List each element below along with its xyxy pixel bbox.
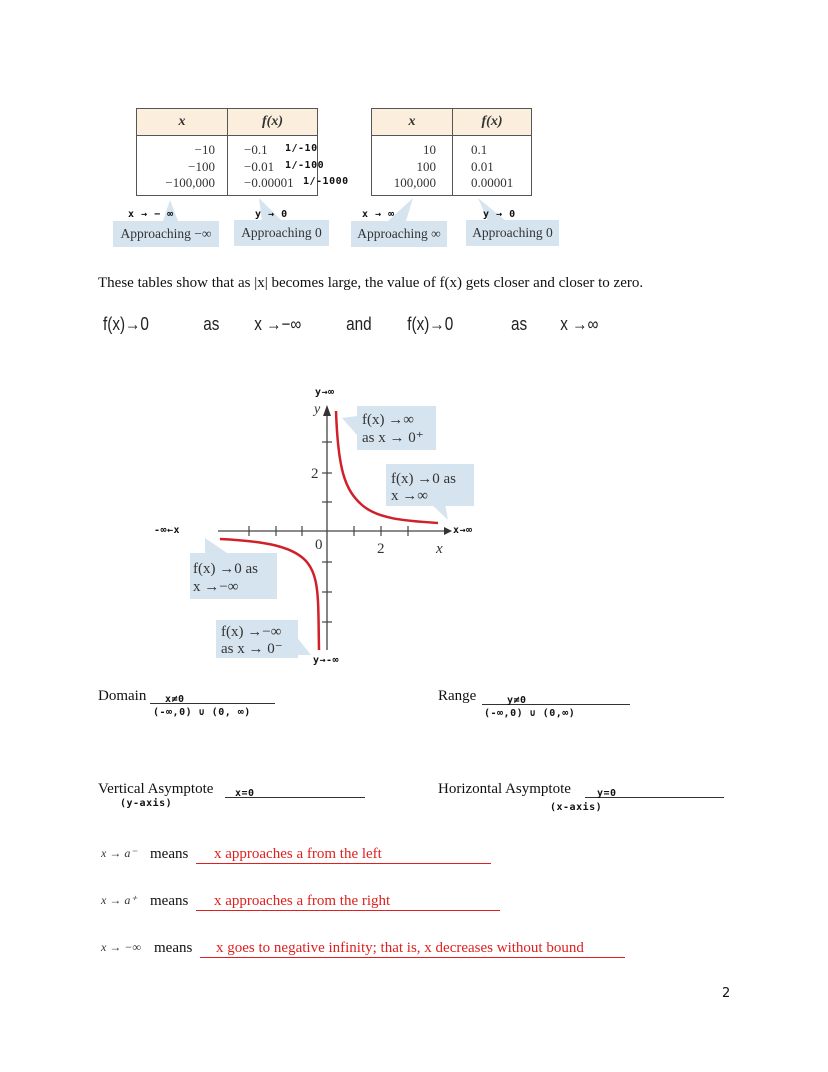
handwritten-note: -∞←x [154, 525, 181, 536]
domain-label: Domain [98, 688, 147, 704]
callout-text: as x → 0⁻ [221, 641, 283, 657]
table-cell: −100,000 [165, 175, 215, 190]
horizontal-asymptote-note: (x-axis) [550, 802, 603, 813]
vertical-asymptote-label: Vertical Asymptote [98, 781, 214, 797]
table-cell: 10 [423, 142, 436, 157]
definition-lhs: x → −∞ [101, 940, 141, 954]
handwritten-note: x→∞ [453, 525, 473, 536]
limit-part2: f(x)→0 [407, 314, 454, 334]
table-header-fx: f(x) [228, 109, 318, 136]
summary-text: These tables show that as |x| becomes large, the value of f(x) gets closer and closer to zero. [98, 275, 644, 291]
callout-approaching-infinity: Approaching ∞ [351, 221, 447, 247]
limit-and: and [346, 314, 372, 334]
definition-lhs: x → a⁺ [101, 893, 137, 907]
reciprocal-graph [0, 380, 828, 680]
definition-means: means [154, 940, 193, 956]
table-header-x: x [372, 109, 453, 136]
table-cell: −100 [188, 158, 215, 174]
handwritten-note: x → ∞ [362, 209, 395, 220]
y-axis-label: y [314, 402, 321, 417]
horizontal-asymptote-label: Horizontal Asymptote [438, 781, 571, 797]
range-label: Range [438, 688, 477, 704]
domain-answer: x≠0 [165, 694, 185, 705]
table-cell: −0.1 [244, 142, 268, 157]
callout-text: as x → 0⁺ [362, 430, 424, 446]
definition-lhs: x → a⁻ [101, 846, 137, 860]
table-cell: −0.01 [244, 158, 275, 174]
handwritten-note: y→-∞ [313, 655, 340, 666]
limit-cond1: x →−∞ [254, 314, 302, 334]
definition-means: means [150, 846, 189, 862]
range-blank [482, 704, 630, 705]
handwritten-note: x → − ∞ [128, 209, 174, 220]
handwritten-note: y→∞ [315, 387, 335, 398]
vertical-asymptote-note: (y-axis) [120, 798, 173, 809]
callout-text: x →∞ [391, 488, 428, 504]
page-number: 2 [722, 986, 731, 1001]
definition-means: means [150, 893, 189, 909]
table-cell: 0.01 [471, 158, 494, 174]
table-cell: 100 [416, 158, 436, 174]
vertical-asymptote-answer: x=0 [235, 788, 255, 799]
callout-text: f(x) →∞ [362, 412, 414, 428]
domain-interval: (-∞,0) ∪ (0, ∞) [153, 707, 251, 718]
table-cell: 100,000 [393, 175, 436, 190]
definition-answer: x goes to negative infinity; that is, x decreases without bound [200, 940, 625, 958]
definition-answer: x approaches a from the left [196, 846, 491, 864]
definition-answer: x approaches a from the right [196, 893, 500, 911]
limit-cond2: x →∞ [560, 314, 599, 334]
handwritten-note: y → 0 [255, 209, 288, 220]
horizontal-asymptote-answer: y=0 [597, 788, 617, 799]
y-tick-label: 2 [311, 466, 319, 482]
callout-text: f(x) →0 as [193, 561, 258, 577]
range-interval: (-∞,0) ∪ (0,∞) [484, 708, 576, 719]
callout-approaching-zero: Approaching 0 [466, 220, 559, 246]
table-cell: 0.1 [471, 142, 488, 157]
x-axis-label: x [436, 541, 443, 557]
limit-statement [103, 314, 613, 338]
table-header-x: x [137, 109, 228, 136]
x-tick-label: 2 [377, 541, 385, 557]
handwritten-note: 1/-10 [285, 143, 318, 154]
handwritten-note: 1/-100 [285, 160, 325, 171]
handwritten-note: y → 0 [483, 209, 516, 220]
origin-label: 0 [315, 537, 323, 553]
limit-part1: f(x)→0 [103, 314, 149, 334]
handwritten-note: 1/-1000 [303, 176, 349, 187]
limit-as1: as [203, 314, 220, 334]
range-answer: y≠0 [507, 695, 527, 706]
table-cell: −10 [194, 142, 215, 157]
callout-approaching-zero: Approaching 0 [234, 220, 329, 246]
callout-text: f(x) →−∞ [221, 624, 282, 640]
table-cell: −0.00001 [244, 175, 294, 190]
callout-text: f(x) →0 as [391, 471, 456, 487]
limit-as2: as [511, 314, 528, 334]
table-header-fx: f(x) [453, 109, 532, 136]
callout-approaching-neg-infinity: Approaching −∞ [113, 221, 219, 247]
callout-text: x →−∞ [193, 579, 239, 595]
table-cell: 0.00001 [471, 175, 514, 190]
